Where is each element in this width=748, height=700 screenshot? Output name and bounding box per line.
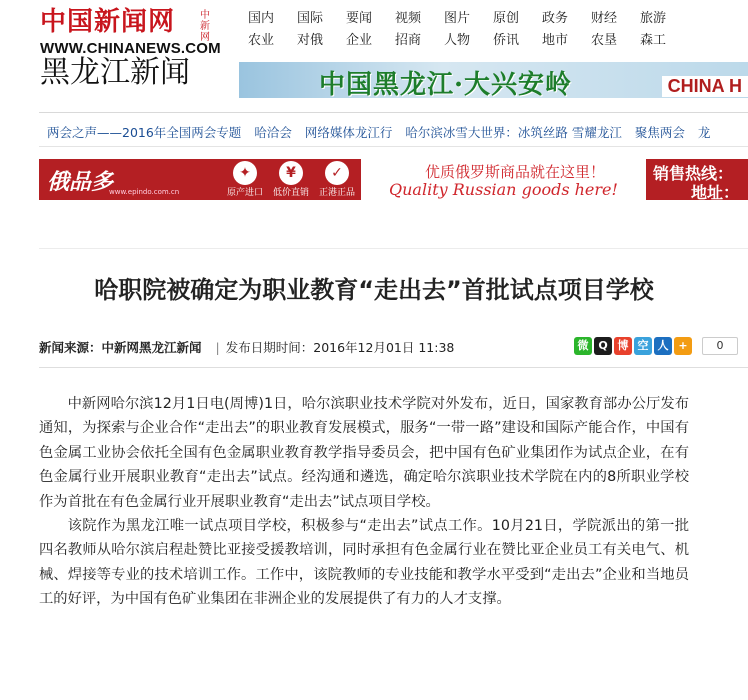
banner-english: CHINA H	[662, 76, 748, 97]
nav-link[interactable]: 国际	[297, 11, 324, 26]
ad-banner[interactable]	[39, 159, 748, 200]
article-paragraph: 中新网哈尔滨12月1日电(周博)1日，哈尔滨职业技术学院对外发布，近日，国家教育部办公厅发布通知，为探索与企业合作“走出去”的职业教育发展模式，服务“一带一路”建设和国际产能合作，中国有色金属工业协会依托全国有色金属职业教育教学指导委员会，把中国有色矿业集团作为试点企业，在有色金属行业开展职业教育“走出去”试点。经沟通和遴选，确定哈尔滨职业技术学院在内的8所职业学校作为首批在有色金属行业开展职业教育“走出去”试点项目学校。	[39, 396, 689, 510]
nav-link[interactable]: 视频	[395, 11, 422, 26]
header-banner[interactable]	[239, 62, 748, 98]
wechat-share-icon[interactable]: 微	[574, 337, 592, 355]
nav-link[interactable]: 政务	[542, 11, 569, 26]
share-bar	[574, 337, 738, 355]
badge-label: 正港正品	[319, 188, 356, 198]
nav-link[interactable]: 森工	[640, 33, 667, 48]
logo-vertical-text: 中新网	[200, 10, 210, 43]
nav-link[interactable]: 农垦	[591, 33, 618, 48]
divider	[39, 146, 748, 147]
topic-link[interactable]: 两会之声——2016年全国两会专题	[47, 125, 242, 140]
article-paragraph: 该院作为黑龙江唯一试点项目学校，积极参与“走出去”试点工作。10月21日，学院派出的第一批四名教师从哈尔滨启程赴赞比亚接受援教培训，同时承担有色金属行业在赞比亚企业员工有关电气、机械、焊接等专业的技术培训工作。工作中，该院教师的专业技能和教学水平受到“走出去”企业和当地员工的好评，为中国有色矿业集团在非洲企业的发展提供了有力的人才支撑。	[39, 518, 689, 608]
nav-row-1	[248, 8, 748, 30]
nav-link[interactable]: 农业	[248, 33, 275, 48]
article-meta	[39, 338, 454, 356]
nav-link[interactable]: 图片	[444, 11, 471, 26]
nav-link[interactable]: 地市	[542, 33, 569, 48]
article-body	[39, 392, 689, 612]
logo-url: WWW.CHINANEWS.COM	[40, 40, 221, 57]
nav-link[interactable]: 人物	[444, 33, 471, 48]
nav-link[interactable]: 对俄	[297, 33, 324, 48]
divider	[39, 112, 748, 113]
ad-badge	[227, 161, 263, 198]
nav-link[interactable]: 侨讯	[493, 33, 520, 48]
ad-badges	[227, 161, 355, 198]
nav-link[interactable]: 要闻	[346, 11, 373, 26]
ad-brand: 俄品多	[47, 170, 114, 195]
topic-links	[47, 123, 748, 141]
badge-icon: ✦	[233, 161, 257, 185]
meta-separator: |	[215, 340, 220, 355]
qq-share-icon[interactable]: Q	[594, 337, 612, 355]
article-source: 新闻来源：中新网黑龙江新闻	[39, 340, 202, 355]
divider	[39, 248, 748, 249]
nav-link[interactable]: 旅游	[640, 11, 667, 26]
ad-promo-cn: 优质俄罗斯商品就在这里！	[425, 163, 606, 181]
badge-icon: ✓	[325, 161, 349, 185]
topic-link[interactable]: 网络媒体龙江行	[304, 125, 393, 140]
renren-share-icon[interactable]: 人	[654, 337, 672, 355]
article-title: 哈职院被确定为职业教育“走出去”首批试点项目学校	[94, 276, 654, 304]
banner-title: 中国黑龙江·大兴安岭	[319, 70, 573, 98]
badge-label: 原产进口	[227, 188, 264, 198]
divider	[39, 367, 748, 368]
logo-chinese: 中国新闻网	[40, 7, 176, 37]
qzone-share-icon[interactable]: 空	[634, 337, 652, 355]
badge-label: 低价直销	[273, 188, 310, 198]
ad-badge	[319, 161, 355, 198]
nav-link[interactable]: 国内	[248, 11, 275, 26]
topic-link[interactable]: 聚焦两会	[634, 125, 685, 140]
ad-hotline: 销售热线：	[653, 164, 734, 183]
ad-badge	[273, 161, 309, 198]
share-count: 0	[702, 337, 738, 355]
badge-icon: ¥	[279, 161, 303, 185]
nav-row-2	[248, 30, 748, 52]
nav-link[interactable]: 原创	[493, 11, 520, 26]
article-date: 发布日期时间：2016年12月01日 11:38	[225, 340, 455, 355]
site-logo[interactable]	[40, 6, 230, 98]
ad-promo-en: Quality Russian goods here!	[389, 180, 618, 199]
region-title: 黑龙江新闻	[40, 55, 190, 90]
topic-link[interactable]: 哈洽会	[254, 125, 292, 140]
weibo-share-icon[interactable]: 博	[614, 337, 632, 355]
nav-link[interactable]: 招商	[395, 33, 422, 48]
ad-brand-url: www.epindo.com.cn	[109, 188, 180, 196]
nav-link[interactable]: 企业	[346, 33, 373, 48]
topic-link[interactable]: 龙	[697, 125, 711, 140]
ad-address: 地址：	[691, 183, 740, 200]
top-nav	[248, 8, 748, 52]
more-share-icon[interactable]: +	[674, 337, 692, 355]
nav-link[interactable]: 财经	[591, 11, 618, 26]
topic-link[interactable]: 哈尔滨冰雪大世界：冰筑丝路 雪耀龙江	[405, 125, 622, 140]
